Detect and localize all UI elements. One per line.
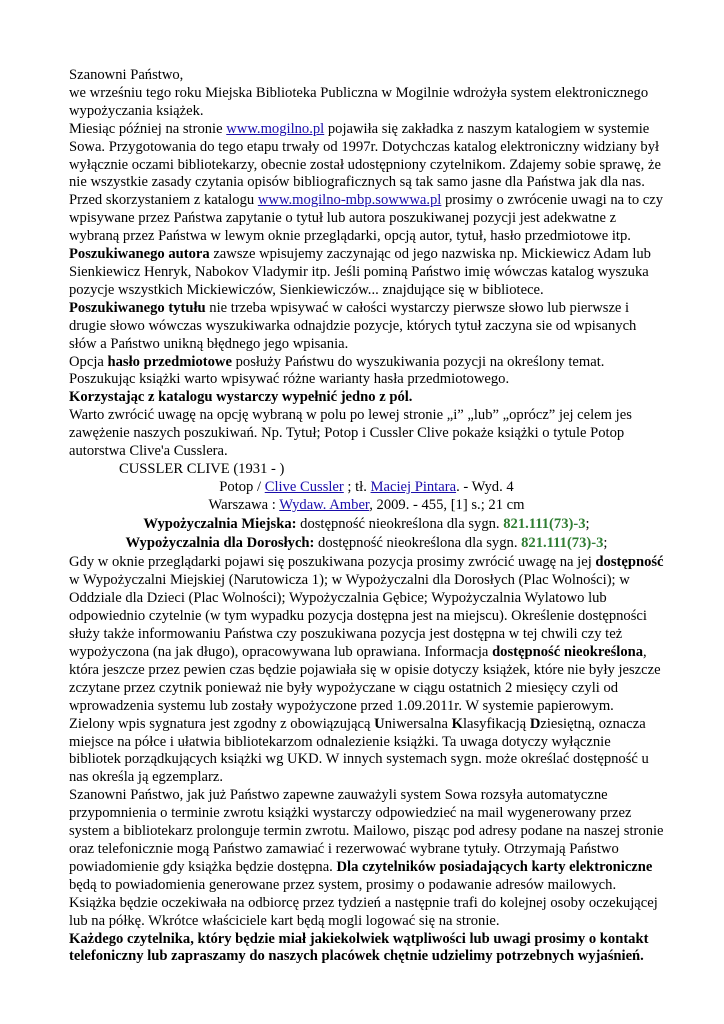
text: Zielony wpis sygnatura jest zgodny z obowiązującą [69,715,375,732]
bold-text: dostępność [595,554,664,571]
text: ; [603,534,608,551]
paragraph-availability [69,554,664,715]
record-publisher-link[interactable]: Wydaw. Amber [279,496,370,513]
record-author-link[interactable]: Clive Cussler [264,478,344,495]
text: . - Wyd. 4 [456,478,514,495]
greeting: Szanowni Państwo, [69,67,184,83]
text: niwersalna [384,715,452,732]
text: Gdy w oknie przeglądarki pojawi się poszukiwana pozycja prosimy zwrócić uwagę na jej [69,554,596,571]
call-number: 821.111(73)-3 [503,515,586,532]
bold-text: Poszukiwanego autora [69,246,210,263]
paragraph-contact: Każdego czytelnika, który będzie miał jakiekolwiek wątpliwości lub uwagi prosimy o kontakt telefoniczny lub zapraszamy do naszych placówek chętnie udzielimy potrzebnych wyjaśnień. [69,930,649,965]
bold-letter: K [451,715,463,732]
text: ziesiętną, oznacza miejsce na półce i ułatwia bibliotekarzom odnalezienie książki. Ta uwaga dotyczy wyłącznie bibliotek porządkujących książki wg UKD. W innych systemach sygn. może określać dostępność u nas określa ją egzemplarz. [69,715,649,786]
paragraph-one-field: Korzystając z katalogu wystarczy wypełnić jedno z pól. [69,389,413,406]
bold-text: Poszukiwanego tytułu [69,299,206,316]
text: posłuży Państwu do wyszukiwania pozycji na określony temat. Poszukując książki warto wpisywać różne warianty hasła przedmiotowego. [69,353,605,388]
paragraph-author-search [69,246,664,300]
text: ; [585,515,590,532]
text: Miesiąc później na stronie [69,120,227,137]
text: będą to powiadomienia generowane przez system, prosimy o podawanie adresów mailowych. Książka będzie oczekiwała na odbiorcę przez tydzień a następnie trafi do kolejnej osoby oczekującej lub na półkę. Wkrótce właściciele kart będą mogli logować się na stronie. [69,876,658,929]
text: Przed skorzystaniem z katalogu [69,192,258,209]
text: , która jeszcze przez pewien czas będzie pojawiała się w opisie dotyczy książek, które nie były jeszcze zczytane przez czytnik ponieważ nie były wypożyczane w ciągu ostatnich 2 miesięcy czyli od wprowadzenia systemu lub zostały wypożyczone przed 1.09.2011r. W systemie papierowym. [69,644,661,714]
text: Warszawa : [208,496,280,513]
text: Potop / [219,478,265,495]
location-label: Wypożyczalnia Miejska: [143,515,297,532]
text: Szanowni Państwo, jak już Państwo zapewne zauważyli system Sowa rozsyła automatyczne przypomnienia o terminie zwrotu książki wystarczy odpowiedzieć na mail wygenerowany przez system a bibliotekarz prolonguje termin zwrotu. Mailowo, pisząc pod adresy podane na naszej stronie oraz telefonicznie mogą Państwo zamawiać i rezerwować wybrane tytuły. Otrzymają Państwo powiadomienie gdy książka będzie dostępna. [69,787,664,875]
bold-text: dostępność nieokreślona [492,644,644,660]
text: w Wypożyczalni Miejskiej (Narutowicza 1); w Wypożyczalni dla Dorosłych (Plac Wolności); w Oddziale dla Dzieci (Plac Wolności); Wypożyczalnia Gębice; Wypożyczalnia Wylatowo lub odpowiednio czytelnie (w tym wypadku pozycja dostępna jest na miejscu). Określenie dostępności służy także informowaniu Państwa czy poszukiwana pozycja jest dostępna w tej chwili czy też wypożyczona (na jak długo), opracowywana lub oprawiana. Informacja [69,572,647,660]
paragraph-title-search [69,300,664,354]
paragraph-subject-search [69,354,664,390]
record-title-line [69,479,664,497]
text: zawsze wpisujemy zaczynając od jego nazwiska np. Mickiewicz Adam lub Sienkiewicz Henryk, Nabokov Vladymir itp. Jeśli pominą Państwo imię wówczas katalog wyszuka pozycje wszystkich Mickiewiczów, Sienkiewiczów... znajdujące się w bibliotece. [69,246,651,298]
bold-text: hasło przedmiotowe [107,353,232,370]
catalog-record-example [69,461,664,553]
mogilno-link[interactable]: www.mogilno.pl [226,120,325,137]
record-author-heading: CUSSLER CLIVE (1931 - ) [119,460,285,477]
record-location-city [69,516,664,534]
text: nie trzeba wpisywać w całości wystarczy pierwsze słowo lub pierwsze i drugie słowo wówczas wyszukiwarka odnajdzie pozycje, których tytuł zaczyna sie od wpisanych słów a Państwo unikną błędnego jego wpisania. [69,299,637,352]
record-location-adults [69,535,664,553]
text: dostępność nieokreślona dla sygn. [314,534,522,551]
call-number: 821.111(73)-3 [521,534,604,551]
text: pojawiła się zakładka z naszym katalogiem w systemie Sowa. Przygotowania do tego etapu trwały od 1997r. Dotychczas katalog elektroniczny widziany był wyłącznie oczami bibliotekarzy, obecnie został udostępniony czytelnikom. Zdajemy sobie sprawę, że nie wszystkie zasady czytania opisów bibliograficznych są tak samo jasne dla Państwa jak dla nas. [69,120,661,191]
text: lasyfikacją [462,715,530,732]
paragraph-ukd [69,716,664,788]
text: , 2009. - 455, [1] s.; 21 cm [369,496,525,513]
text: prosimy o zwrócenie uwagi na to czy wpisywane przez Państwa zapytanie o tytuł lub autora poszukiwanej pozycji jest adekwatne z wybraną przez Państwa w lewym oknie przeglądarki, opcją autor, tytuł, hasło przedmiotowe itp. [69,192,664,245]
record-translator-link[interactable]: Maciej Pintara [370,478,457,495]
paragraph-reminders [69,787,664,930]
paragraph-catalog [69,192,664,246]
text: dostępność nieokreślona dla sygn. [296,515,504,532]
bold-text: Dla czytelników posiadających karty elektroniczne [336,858,653,875]
text: ; tł. [343,478,371,495]
paragraph-operators: Warto zwrócić uwagę na opcję wybraną w polu po lewej stronie „i” „lub” „oprócz” jej celem jes zawężenie naszych poszukiwań. Np. Tytuł; Potop i Cussler Clive pokaże książki o tytule Potop autorstwa Clive'a Cusslera. [69,407,632,460]
paragraph-intro: we wrześniu tego roku Miejska Biblioteka Publiczna w Mogilnie wdrożyła system elektronicznego wypożyczania książek. [69,84,649,119]
catalog-link[interactable]: www.mogilno-mbp.sowwwa.pl [257,192,442,209]
text: Opcja [69,353,108,370]
bold-letter: D [529,715,541,732]
paragraph-website [69,121,664,193]
location-label: Wypożyczalnia dla Dorosłych: [125,534,315,551]
record-publication-line [69,497,664,515]
bold-letter: U [374,715,385,732]
